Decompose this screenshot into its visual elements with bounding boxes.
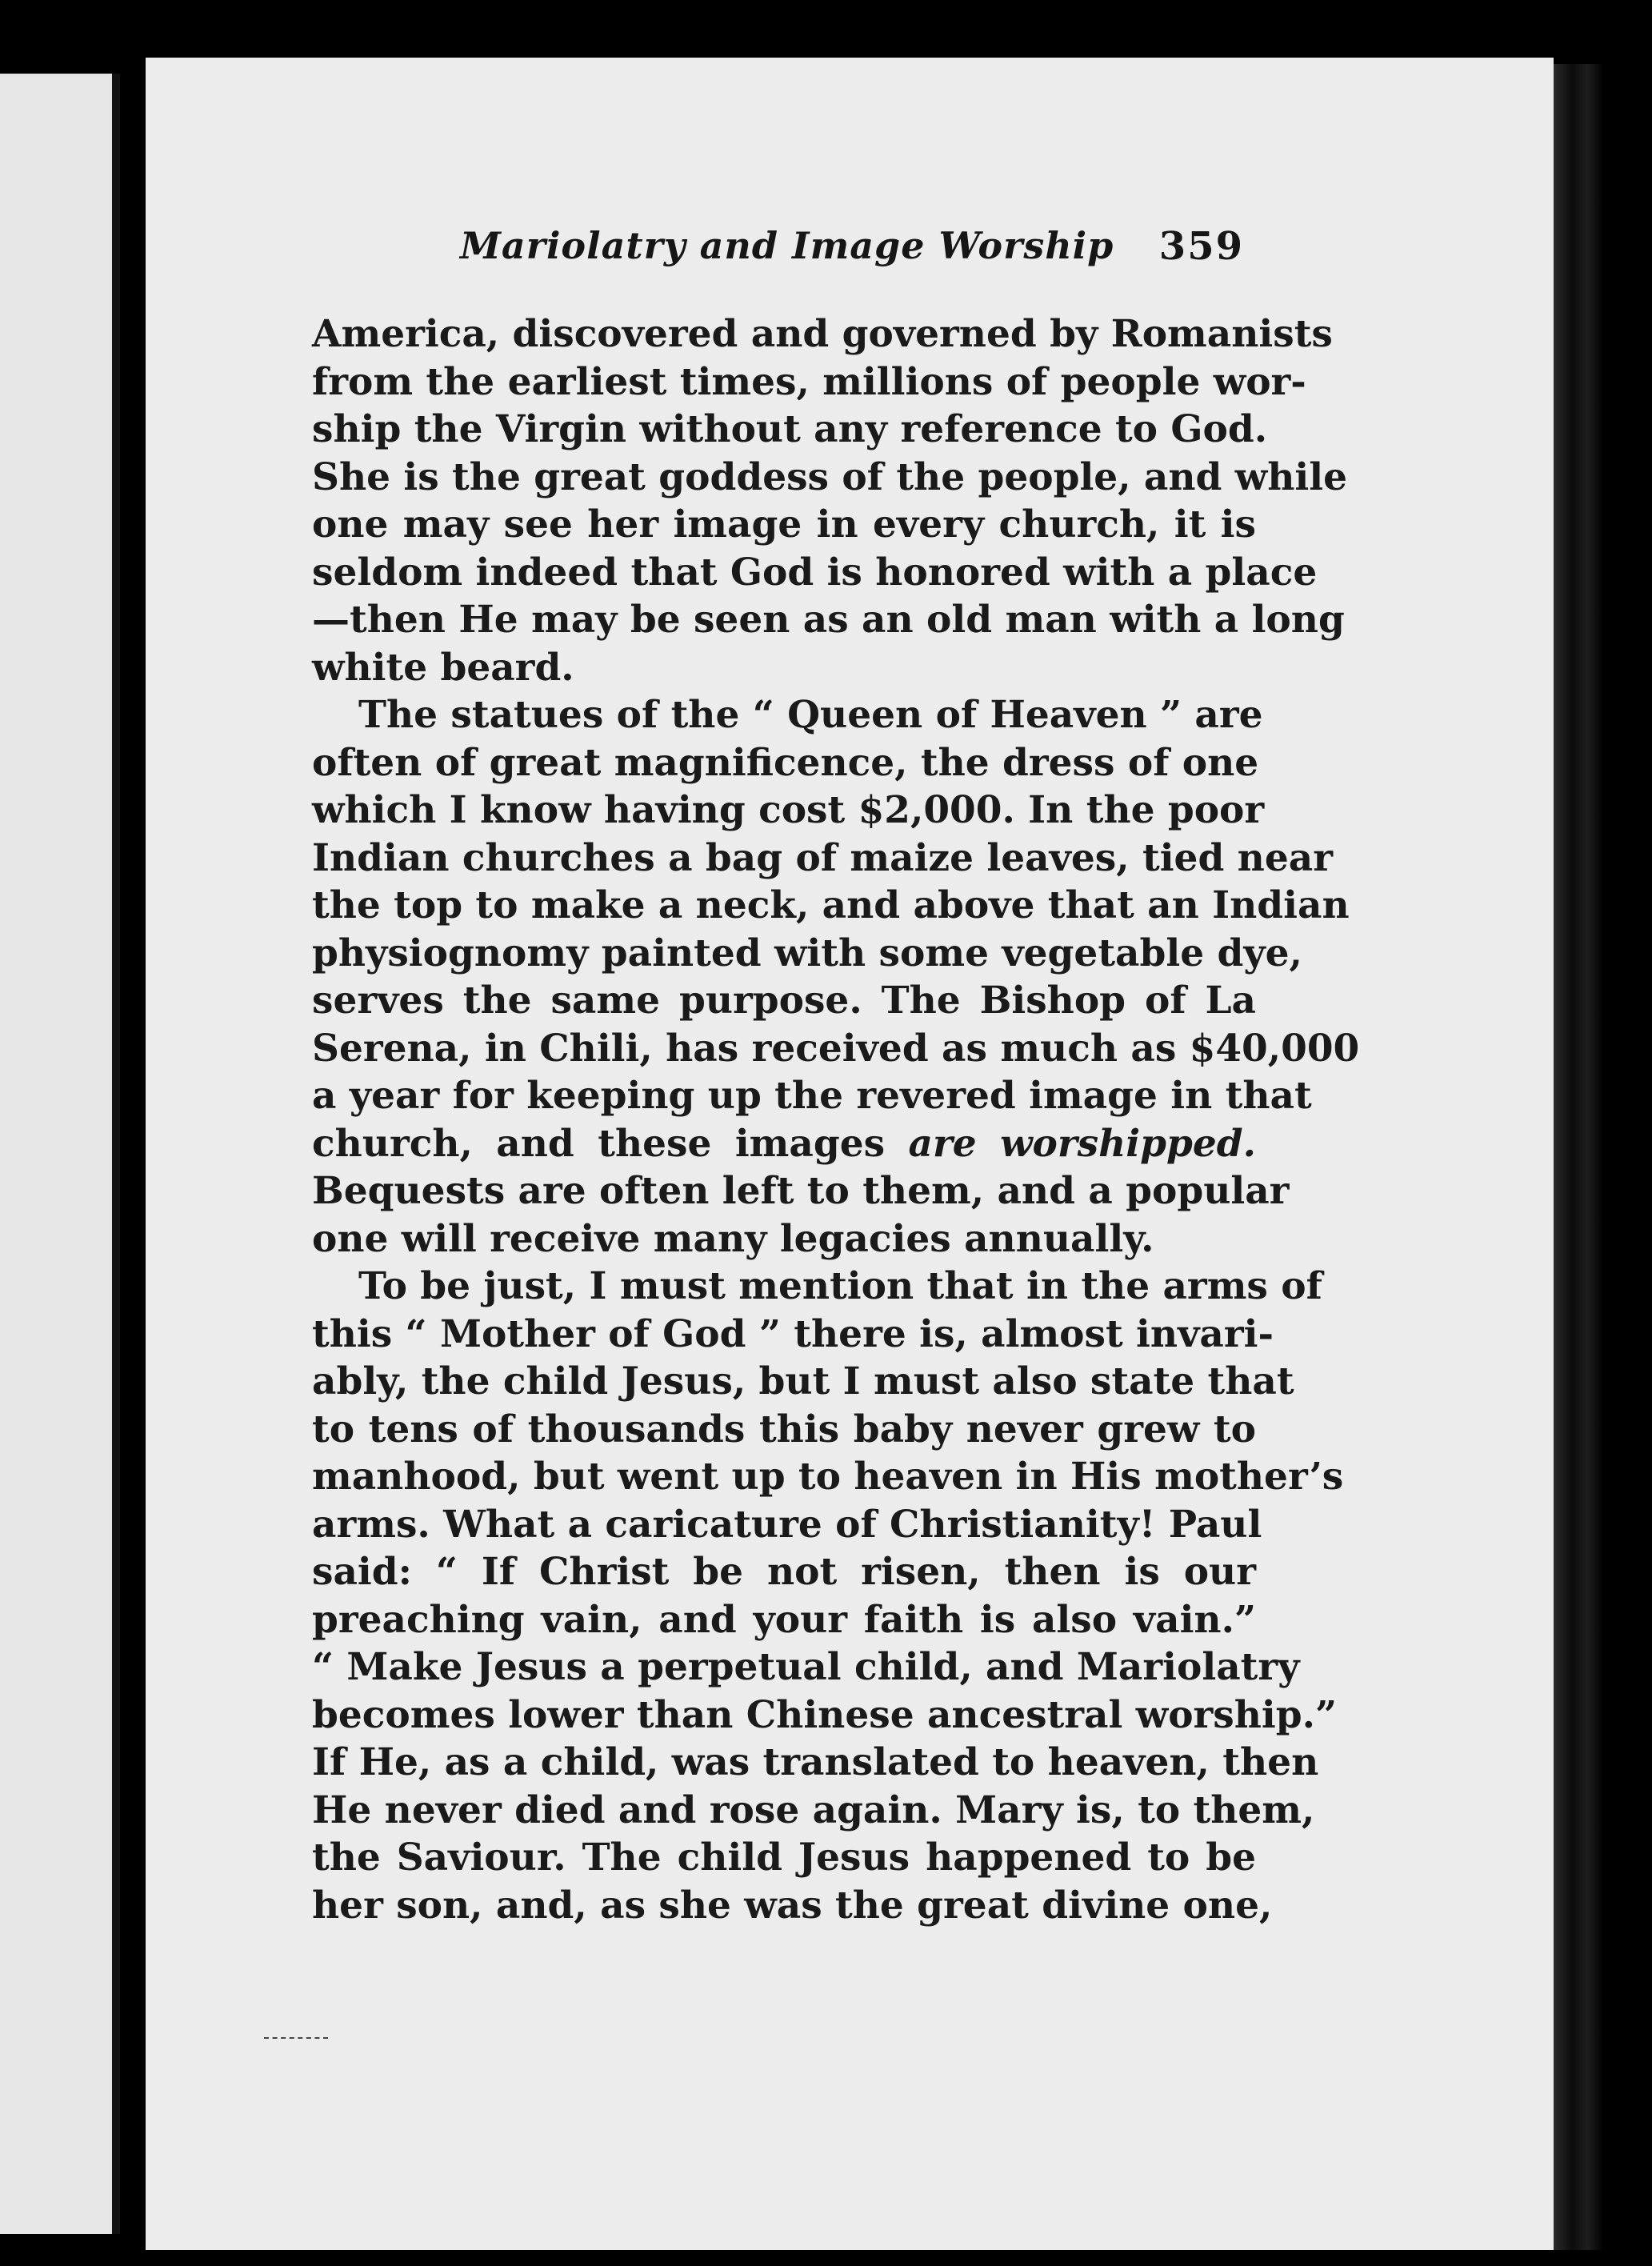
text-line: this “ Mother of God ” there is, almost invari- xyxy=(312,1311,1274,1356)
text-line: white beard. xyxy=(312,645,574,690)
text-line: arms. What a caricature of Christianity! Paul xyxy=(312,1502,1262,1547)
paragraph-1 xyxy=(312,310,1348,691)
page-stack-edge xyxy=(1554,64,1602,2250)
page-number: 359 xyxy=(1158,224,1244,269)
body-text xyxy=(312,310,1360,1929)
text-line: one may see her image in every church, it is xyxy=(312,502,1256,546)
text-line: seldom indeed that God is honored with a place xyxy=(312,550,1318,595)
text-line: “ Make Jesus a perpetual child, and Mariolatry xyxy=(312,1645,1300,1689)
text-line: —then He may be seen as an old man with a long xyxy=(312,598,1345,642)
text-line: America, discovered and governed by Romanists xyxy=(312,312,1333,356)
text-line: serves the same purpose. The Bishop of La xyxy=(312,979,1256,1023)
text-line: The statues of the “ Queen of Heaven ” are xyxy=(358,693,1263,737)
text-line: Bequests are often left to them, and a popular xyxy=(312,1169,1290,1213)
scan-mark xyxy=(264,2032,328,2039)
text-line: becomes lower than Chinese ancestral worship.” xyxy=(312,1692,1338,1737)
text-line: which I know having cost $2,000. In the poor xyxy=(312,788,1265,832)
emphasized-text: are worshipped. xyxy=(908,1121,1256,1166)
text-line: ably, the child Jesus, but I must also state that xyxy=(312,1359,1294,1403)
text-line: He never died and rose again. Mary is, to them, xyxy=(312,1788,1315,1832)
text-line: physiognomy painted with some vegetable dye, xyxy=(312,931,1302,975)
text-line: one will receive many legacies annually. xyxy=(312,1216,1154,1261)
text-line xyxy=(312,1120,1256,1168)
text-line: often of great magnificence, the dress of one xyxy=(312,740,1259,785)
text-line: Indian churches a bag of maize leaves, tied near xyxy=(312,835,1333,880)
text-line: to tens of thousands this baby never grew to xyxy=(312,1407,1256,1451)
text-line: the Saviour. The child Jesus happened to be xyxy=(312,1836,1256,1880)
text-line: To be just, I must mention that in the arms of xyxy=(358,1264,1322,1308)
text-line: said: “ If Christ be not risen, then is our xyxy=(312,1550,1256,1594)
text-line: from the earliest times, millions of people wor- xyxy=(312,359,1306,404)
text-line: manhood, but went up to heaven in His mother’s xyxy=(312,1455,1344,1499)
running-head xyxy=(316,224,1252,280)
paragraph-3 xyxy=(312,1263,1344,1929)
running-head-title: Mariolatry and Image Worship xyxy=(460,224,1114,267)
text-line: preaching vain, and your faith is also vain.” xyxy=(312,1597,1256,1642)
facing-page-edge xyxy=(0,74,120,2234)
text-line: Serena, in Chili, has received as much as $40,000 xyxy=(312,1026,1360,1071)
text-line: the top to make a neck, and above that an Indian xyxy=(312,883,1350,927)
text-line: a year for keeping up the revered image in that xyxy=(312,1074,1312,1118)
paragraph-2 xyxy=(312,691,1360,1263)
text-line: her son, and, as she was the great divine one, xyxy=(312,1883,1273,1928)
text-line-start: church, and these images xyxy=(312,1121,909,1166)
text-line: ship the Virgin without any reference to God. xyxy=(312,407,1268,451)
text-line: She is the great goddess of the people, and while xyxy=(312,454,1348,499)
text-line: If He, as a child, was translated to heaven, then xyxy=(312,1740,1319,1784)
